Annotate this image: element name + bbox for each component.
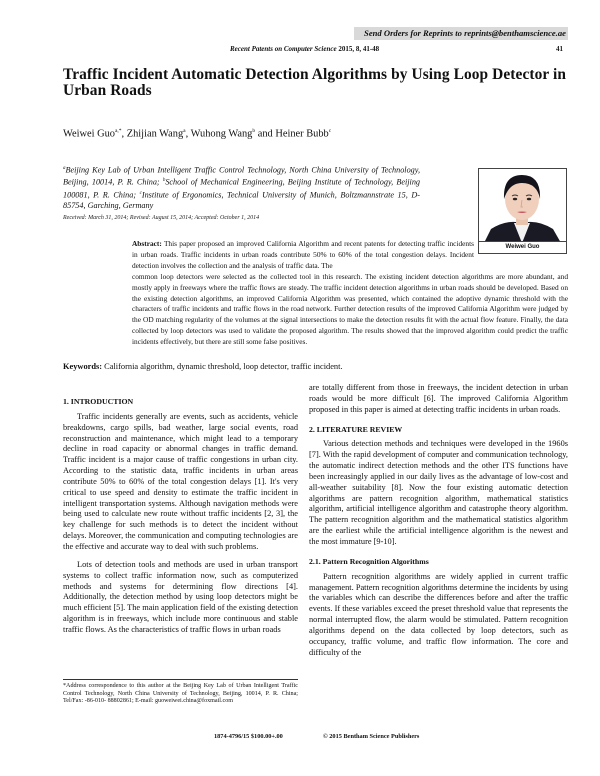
article-title: Traffic Incident Automatic Detection Algorithms by Using Loop Detector in Urban Roads <box>63 66 567 99</box>
paragraph-continuation: are totally different from those in freeways, the incident detection in urban roads would be more difficult [6]. The improved California Algorithm proposed in this paper is aimed at detecting traffic incidents in urban roads. <box>309 383 568 414</box>
author-photo <box>478 168 567 254</box>
author-separator: , <box>121 128 127 140</box>
subsection-heading: 2.1. Pattern Recognition Algorithms <box>309 556 429 566</box>
journal-running-header <box>230 45 379 53</box>
paragraph: Lots of detection tools and methods are used in urban transport systems to collect traffic information now, such as computerized methods and systems for determining flow directions [4]. Additionally, the detection method by using loop detectors might be much efficient [5]. The main application field of the existing detection algorithm is in freeways, which include more continuous and stable traffic flows. As the characteristics of traffic flows in urban roads <box>63 559 298 634</box>
section-heading: 1. INTRODUCTION <box>63 397 134 406</box>
paragraph: Traffic incidents generally are events, such as accidents, vehicle breakdowns, cargo spills, bad weather, large social events, road reconstruction and maintenance, which might lead to a temporary decline in road capacity or abnormal changes in traffic demand. Traffic incident is a major cause of traffic congestions in urban city. According to the statistic data, traffic incidents in urban areas contribute 50% to 60% of the total congestion delays [1]. It's very critical to use speed and density to estimate the traffic incident in intelligent transportation systems. Although navigation methods were being used to calculate new route without traffic incidents [2, 3], the key challenge for such methods is to detect the incident without delays. Moreover, the communication and computing technologies are the effective and accurate way to deal with such problems. <box>63 411 298 551</box>
affiliation-mark: b <box>162 178 166 184</box>
abstract-label: Abstract: <box>132 239 162 248</box>
author-name: Heiner Bubb <box>275 128 329 140</box>
journal-citation: 2015, 8, 41-48 <box>338 45 380 53</box>
keywords-list: California algorithm, dynamic threshold, loop detector, traffic incident. <box>104 362 343 371</box>
affiliation-mark: c <box>139 190 142 196</box>
journal-name: Recent Patents on Computer Science <box>230 45 337 53</box>
right-column <box>309 383 568 658</box>
author-portrait-image <box>479 169 566 243</box>
keywords <box>63 362 343 371</box>
affiliation: Beijing Key Lab of Urban Intelligent Traffic Control Technology, North China University of Technology, Beijing, 10014, P. R. China; <box>63 165 420 188</box>
copyright-notice: © 2015 Bentham Science Publishers <box>323 733 420 740</box>
abstract-first-lines <box>132 239 474 271</box>
author-name: Weiwei Guo <box>63 128 115 140</box>
author-name: Wuhong Wang <box>190 128 253 140</box>
author-affiliation-mark: b <box>252 128 256 134</box>
author-separator: , <box>185 128 191 140</box>
correspondence-footnote: *Address correspondence to this author at the Beijing Key Lab of Urban Intelligent Traffic Control Technology, North China University of Technology, Beijing, 10014, P. R. China; Tel/Fax: -86-010- 88802861; E-mail: guoweiwei.china@foxmail.com <box>63 683 298 705</box>
author-affiliation-mark: c <box>328 128 332 134</box>
affiliation: School of Mechanical Engineering, Beijing Institute of Technology, Beijing 100081, P. R. China; <box>63 178 421 200</box>
page-number: 41 <box>556 45 563 53</box>
paragraph: Various detection methods and techniques were developed in the 1960s [7]. With the rapid development of computer and communication technology, the automatic indirect detection methods and the other ITS functions have been increasingly applied in our daily lives as the advantage of low-cost and all-weather suitability [8]. Now the four existing automatic detection algorithms are pattern recognition algorithm, mathematical statistics algorithm, artificial intelligence algorithm and catastrophe theory algorithm. The pattern recognition algorithm and the mathematical statistics algorithm are the earliest while the artificial intelligence algorithm is the newest and the most immature [9-10]. <box>309 439 568 546</box>
submission-dates: Received: March 31, 2014; Revised: August 15, 2014; Accepted: October 1, 2014 <box>63 215 260 221</box>
issn-price: 1874-4796/15 $100.00+.00 <box>214 733 283 740</box>
author-affiliation-mark: a <box>183 128 186 134</box>
author-list <box>63 128 331 139</box>
section-heading: 2. LITERATURE REVIEW <box>309 424 403 434</box>
keywords-label: Keywords: <box>63 362 103 371</box>
affiliations <box>63 164 420 212</box>
left-column <box>63 397 298 636</box>
abstract-continuation: common loop detectors were selected as the collected tool in this research. The existing incident detection algorithms are more abundant, and mostly apply in freeways where the traffic flows are steady. The traffic incident detection algorithms in urban roads should be developed. Based on the existing detection algorithms, an improved California Algorithm was presented, which contained the adoptive dynamic threshold with the characters of traffic incidents and traffic flows in the road network. Further detection results of the improved California Algorithm were judged by the OD matching regularity of the volumes at the signal intersections to make the detection results fit with the actual flow feature. Finally, the data collected by loop detectors was used to validate the proposed algorithm. The results showed that the improved algorithm could predict the traffic incidents effectively, but there are still some false positives. <box>132 272 568 346</box>
paragraph: Pattern recognition algorithms are widely applied in current traffic management. Pattern recognition algorithms determine the incidents by using the variables which can describe the differences before and after the traffic events. If these variables exceed the preset threshold value that represents the normal interrupted flow, the alarm would be stimulated. Pattern recognition algorithms depend on the data collected by loop detectors, such as occupancy, traffic volume, and traffic flow information. The core and difficulty of the <box>309 571 568 657</box>
author-affiliation-mark: a,* <box>114 128 122 134</box>
reprints-notice: Send Orders for Reprints to reprints@benthamscience.ae <box>354 27 568 40</box>
photo-caption: Weiwei Guo <box>479 241 566 253</box>
abstract-text: This paper proposed an improved California Algorithm and recent patents for detecting traffic incidents in urban roads. Traffic incidents in urban roads contribute 50% to 60% of the total congestion delays. Incident detection involves the collection and the analysis of traffic data. The <box>132 239 474 270</box>
author-separator: and <box>255 128 276 140</box>
footnote-divider <box>63 679 298 680</box>
affiliation-mark: a <box>63 166 66 171</box>
affiliation: Institute of Ergonomics, Technical University of Munich, Boltzmannstrate 15, D-85754, Garching, Germany <box>63 190 420 210</box>
author-name: Zhijian Wang <box>126 128 184 140</box>
